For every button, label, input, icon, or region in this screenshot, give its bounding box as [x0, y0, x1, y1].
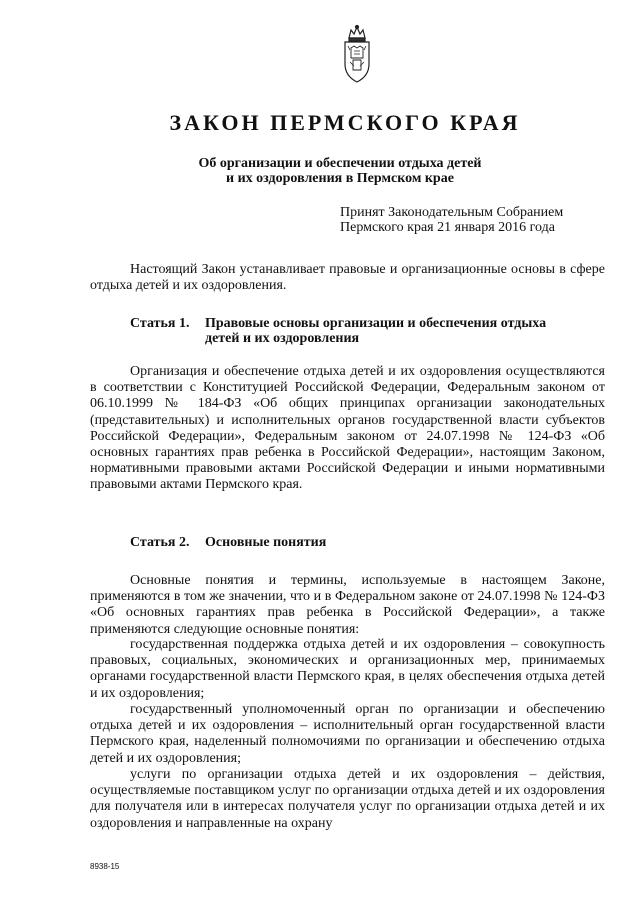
article-2-title: Основные понятия — [205, 535, 327, 550]
article-1-heading — [130, 316, 600, 346]
adoption-line-2: Пермского края 21 января 2016 года — [340, 220, 555, 235]
adoption-line-1: Принят Законодательным Собранием — [340, 205, 564, 220]
article-2-paragraph-2: государственная поддержка отдыха детей и их оздоровления – совокупность правовых, социальных, экономических и организационных мер, принимаемых органами государственной власти Пермского края, в целях обеспечения отдыха детей и их оздоровления; — [90, 637, 605, 701]
article-1-title-line-2: детей и их оздоровления — [205, 331, 360, 346]
article-2-number: Статья 2. — [130, 535, 190, 550]
perm-coat-of-arms-emblem — [340, 24, 374, 88]
article-1-number: Статья 1. — [130, 316, 190, 331]
intro-paragraph: Настоящий Закон устанавливает правовые и организационные основы в сфере отдыха детей и их оздоровления. — [90, 262, 605, 294]
article-2-heading — [130, 535, 600, 550]
law-title: ЗАКОН ПЕРМСКОГО КРАЯ — [169, 110, 521, 135]
law-subtitle — [140, 156, 540, 186]
article-1-title-line-1: Правовые основы организации и обеспечения отдыха — [205, 316, 547, 331]
subtitle-line-2: и их оздоровления в Пермском крае — [226, 171, 454, 186]
article-2-paragraph-1: Основные понятия и термины, используемые в настоящем Законе, применяются в том же значении, что и в Федеральном законе от 24.07.1998 № 124-ФЗ «Об основных гарантиях прав ребенка в Российской Федерации», а также применяются следующие основные понятия: — [90, 573, 605, 637]
document-code: 8938-15 — [90, 862, 120, 871]
adoption-note — [340, 205, 610, 235]
article-2-paragraph-4: услуги по организации отдыха детей и их оздоровления – действия, осуществляемые поставщиком услуг по организации отдыха детей и их оздоровления для получателя или в интересах получателя услуг по организации отдыха детей и их оздоровления и направленные на охрану — [90, 767, 605, 831]
article-2-paragraph-3: государственный уполномоченный орган по организации и обеспечению отдыха детей и их оздоровления – исполнительный орган государственной власти Пермского края, наделенный полномочиями по организации и обеспечению отдыха детей и их оздоровления; — [90, 702, 605, 766]
article-1-text: Организация и обеспечение отдыха детей и их оздоровления осуществляются в соответствии с Конституцией Российской Федерации, Федеральным законом от 06.10.1999 № 184-ФЗ «Об общих принципах организации законодательных (представительных) и исполнительных органов государственной власти субъектов Российской Федерации», Федеральным законом от 24.07.1998 № 124-ФЗ «Об основных гарантиях прав ребенка в Российской Федерации», настоящим Законом, нормативными правовыми актами Российской Федерации и иными нормативными правовыми актами Пермского края. — [90, 364, 605, 493]
subtitle-line-1: Об организации и обеспечении отдыха детей — [198, 156, 482, 171]
